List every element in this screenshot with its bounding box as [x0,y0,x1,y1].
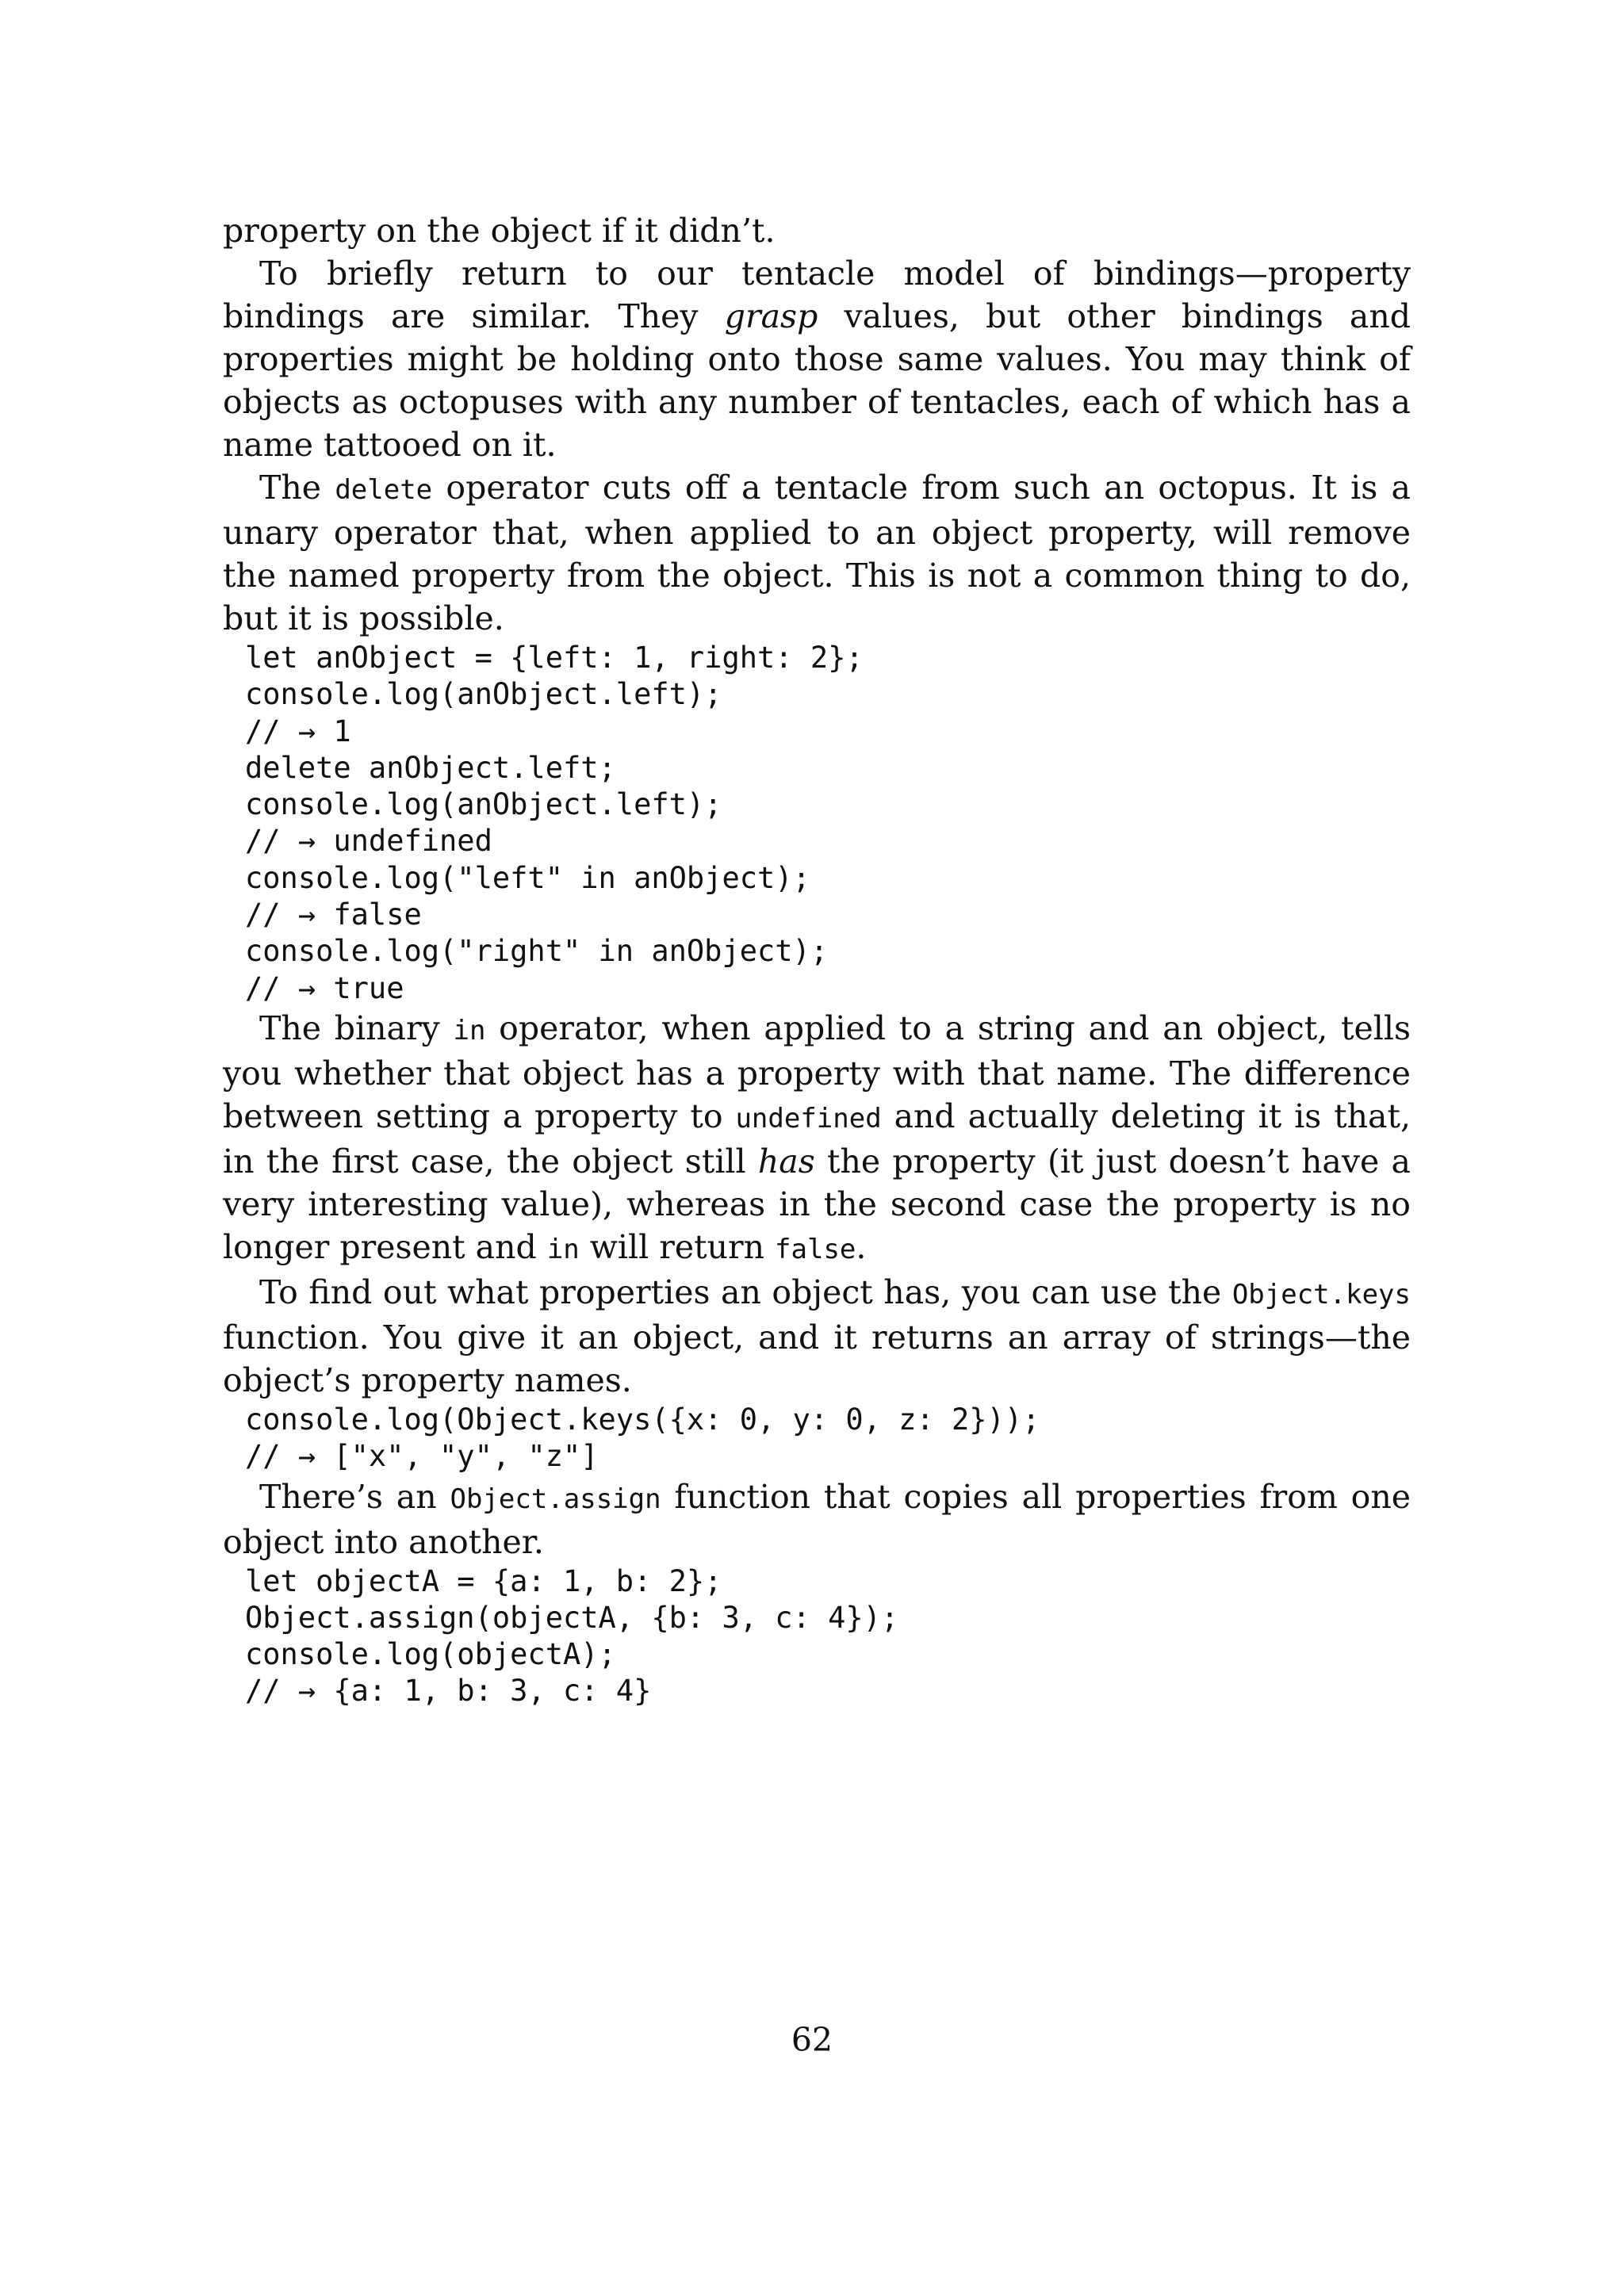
inline-code-object-assign: Object.assign [450,1483,661,1515]
text-run: There’s an [259,1477,450,1516]
code-line: delete anObject.left; [245,750,616,785]
text-run: To find out what properties an object has, you can use the [259,1272,1232,1311]
page-body [223,209,1411,1710]
text-run: operator cuts off a tentacle from such an octopus. It is a unary operator that, when applied to an object property, will remove the named property from the object. This is not a common thing to do, but it is possible. [223,469,1411,637]
code-line: Object.assign(objectA, {b: 3, c: 4}); [245,1600,899,1635]
emphasis-has: has [757,1142,815,1181]
emphasis-grasp: grasp [724,297,818,335]
text-run: will return [579,1227,776,1266]
code-line: // → {a: 1, b: 3, c: 4} [245,1674,652,1709]
text-run: the property (it just doesn’t have a very interesting value), whereas in the second case the property is no longer present and [223,1142,1411,1266]
paragraph-tentacle-model [223,252,1411,466]
code-line: // → undefined [245,824,492,859]
paragraph-object-keys [223,1271,1411,1402]
code-block-delete-example [223,640,1411,1007]
code-line: console.log(anObject.left); [245,677,722,712]
inline-code-in: in [546,1233,580,1265]
code-block-assign-example [223,1563,1411,1710]
code-line: console.log("right" in anObject); [245,934,829,969]
text-run: The [259,469,335,507]
code-line: // → ["x", "y", "z"] [245,1439,599,1474]
code-line: // → true [245,970,404,1005]
code-line: // → 1 [245,714,351,748]
inline-code-delete: delete [335,474,433,506]
code-line: console.log(Object.keys({x: 0, y: 0, z: 2})); [245,1402,1040,1437]
code-line: // → false [245,897,422,932]
text-run: function that copies all properties from one object into another. [223,1477,1411,1561]
text-run: The binary [259,1008,454,1047]
code-line: let anObject = {left: 1, right: 2}; [245,641,864,675]
inline-code-object-keys: Object.keys [1231,1278,1411,1311]
code-block-keys-example [223,1402,1411,1475]
inline-code-undefined: undefined [735,1102,882,1135]
text-run: . [856,1227,867,1266]
text-run: values, but other bindings and properties might be holding onto those same values. You may think of objects as octopuses with any number of tentacles, each of which has a name tattooed on it. [223,297,1411,464]
inline-code-false: false [775,1233,856,1265]
text-run: To briefly return to our tentacle model of bindings—property bindings are similar. They [223,254,1411,335]
paragraph-delete-operator [223,466,1411,640]
code-line: console.log("left" in anObject); [245,860,810,895]
code-line: console.log(anObject.left); [245,787,722,822]
text-run: operator, when applied to a string and an object, tells you whether that object has a property with that name. The difference between setting a property to [223,1008,1411,1135]
text-run: and actually deleting it is that, in the first case, the object still [223,1096,1411,1181]
text-run: function. You give it an object, and it returns an array of strings—the object’s property names. [223,1318,1411,1399]
paragraph-object-assign [223,1475,1411,1563]
inline-code-in: in [453,1014,486,1047]
paragraph-in-operator [223,1007,1411,1271]
code-line: let objectA = {a: 1, b: 2}; [245,1563,722,1598]
paragraph-continuation: property on the object if it didn’t. [223,212,776,250]
page-number: 62 [791,2021,833,2059]
code-line: console.log(objectA); [245,1637,616,1672]
